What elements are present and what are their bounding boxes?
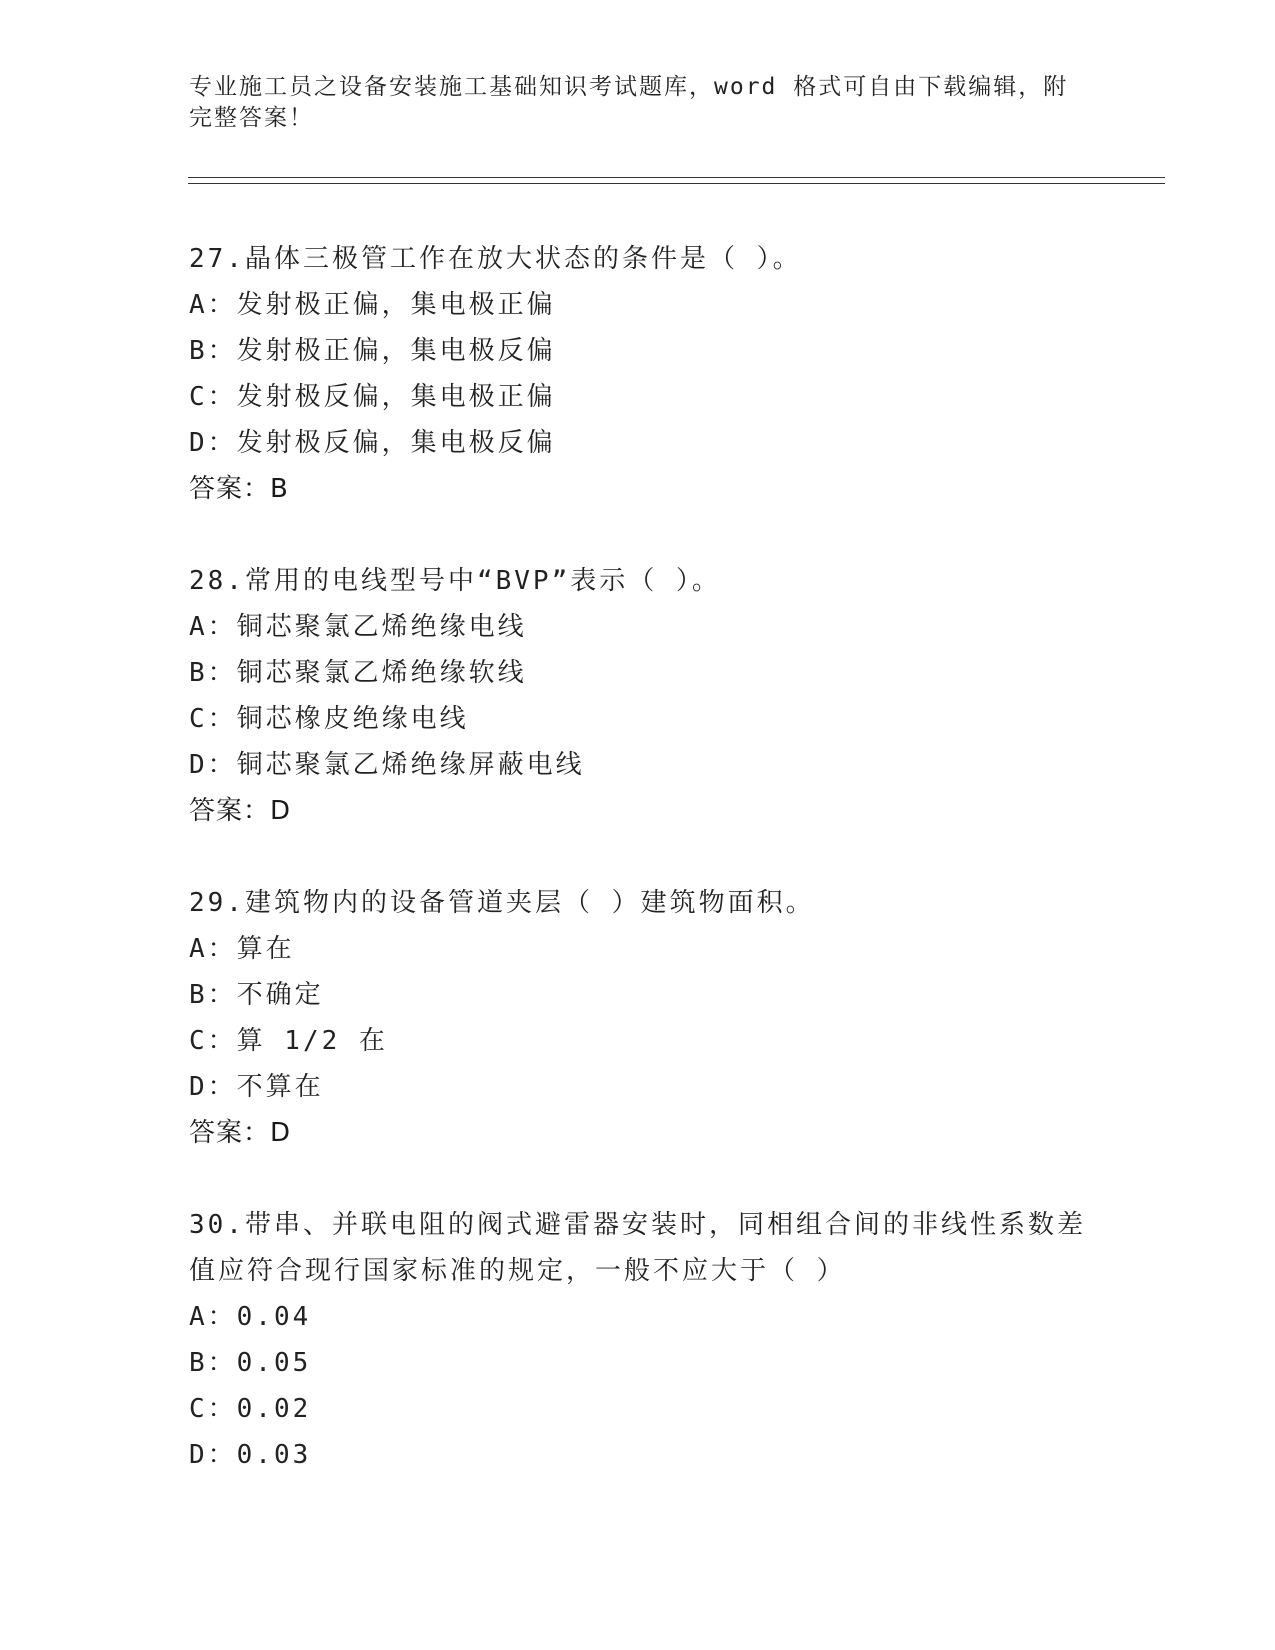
option-a: A：铜芯聚氯乙烯绝缘电线 xyxy=(189,612,527,642)
answer-line: 答案：D xyxy=(189,796,292,826)
question-27 xyxy=(189,236,1089,512)
question-stem: 27.晶体三极管工作在放大状态的条件是（ ）。 xyxy=(189,244,802,274)
option-c: C：发射极反偏，集电极正偏 xyxy=(189,382,556,412)
option-b: B：铜芯聚氯乙烯绝缘软线 xyxy=(189,658,527,688)
document-intro: 专业施工员之设备安装施工基础知识考试题库，word 格式可自由下载编辑，附完整答案！ xyxy=(189,74,1069,131)
option-b: B：发射极正偏，集电极反偏 xyxy=(189,336,556,366)
option-a: A：算在 xyxy=(189,934,295,964)
header-divider-top xyxy=(188,177,1165,178)
option-b: B：不确定 xyxy=(189,980,324,1010)
answer-line: 答案：D xyxy=(189,1118,292,1148)
option-c: C：算 1/2 在 xyxy=(189,1026,388,1056)
question-stem: 30.带串、并联电阻的阀式避雷器安装时，同相组合间的非线性系数差值应符合现行国家标准的规定，一般不应大于（ ） xyxy=(189,1210,1086,1286)
answer-line: 答案：B xyxy=(189,474,289,504)
option-d: D：铜芯聚氯乙烯绝缘屏蔽电线 xyxy=(189,750,585,780)
option-c: C：铜芯橡皮绝缘电线 xyxy=(189,704,469,734)
question-29 xyxy=(189,880,1089,1156)
option-d: D：发射极反偏，集电极反偏 xyxy=(189,428,556,458)
question-stem: 28.常用的电线型号中“BVP”表示（ ）。 xyxy=(189,566,721,596)
option-a: A：发射极正偏，集电极正偏 xyxy=(189,290,556,320)
question-30 xyxy=(189,1202,1089,1478)
question-list xyxy=(189,236,1089,1524)
question-stem: 29.建筑物内的设备管道夹层（ ）建筑物面积。 xyxy=(189,888,815,918)
option-a: A：0.04 xyxy=(189,1302,312,1332)
header-divider-bottom xyxy=(188,183,1165,184)
option-c: C：0.02 xyxy=(189,1394,312,1424)
question-28 xyxy=(189,558,1089,834)
option-b: B：0.05 xyxy=(189,1348,312,1378)
option-d: D：不算在 xyxy=(189,1072,324,1102)
option-d: D：0.03 xyxy=(189,1440,312,1470)
